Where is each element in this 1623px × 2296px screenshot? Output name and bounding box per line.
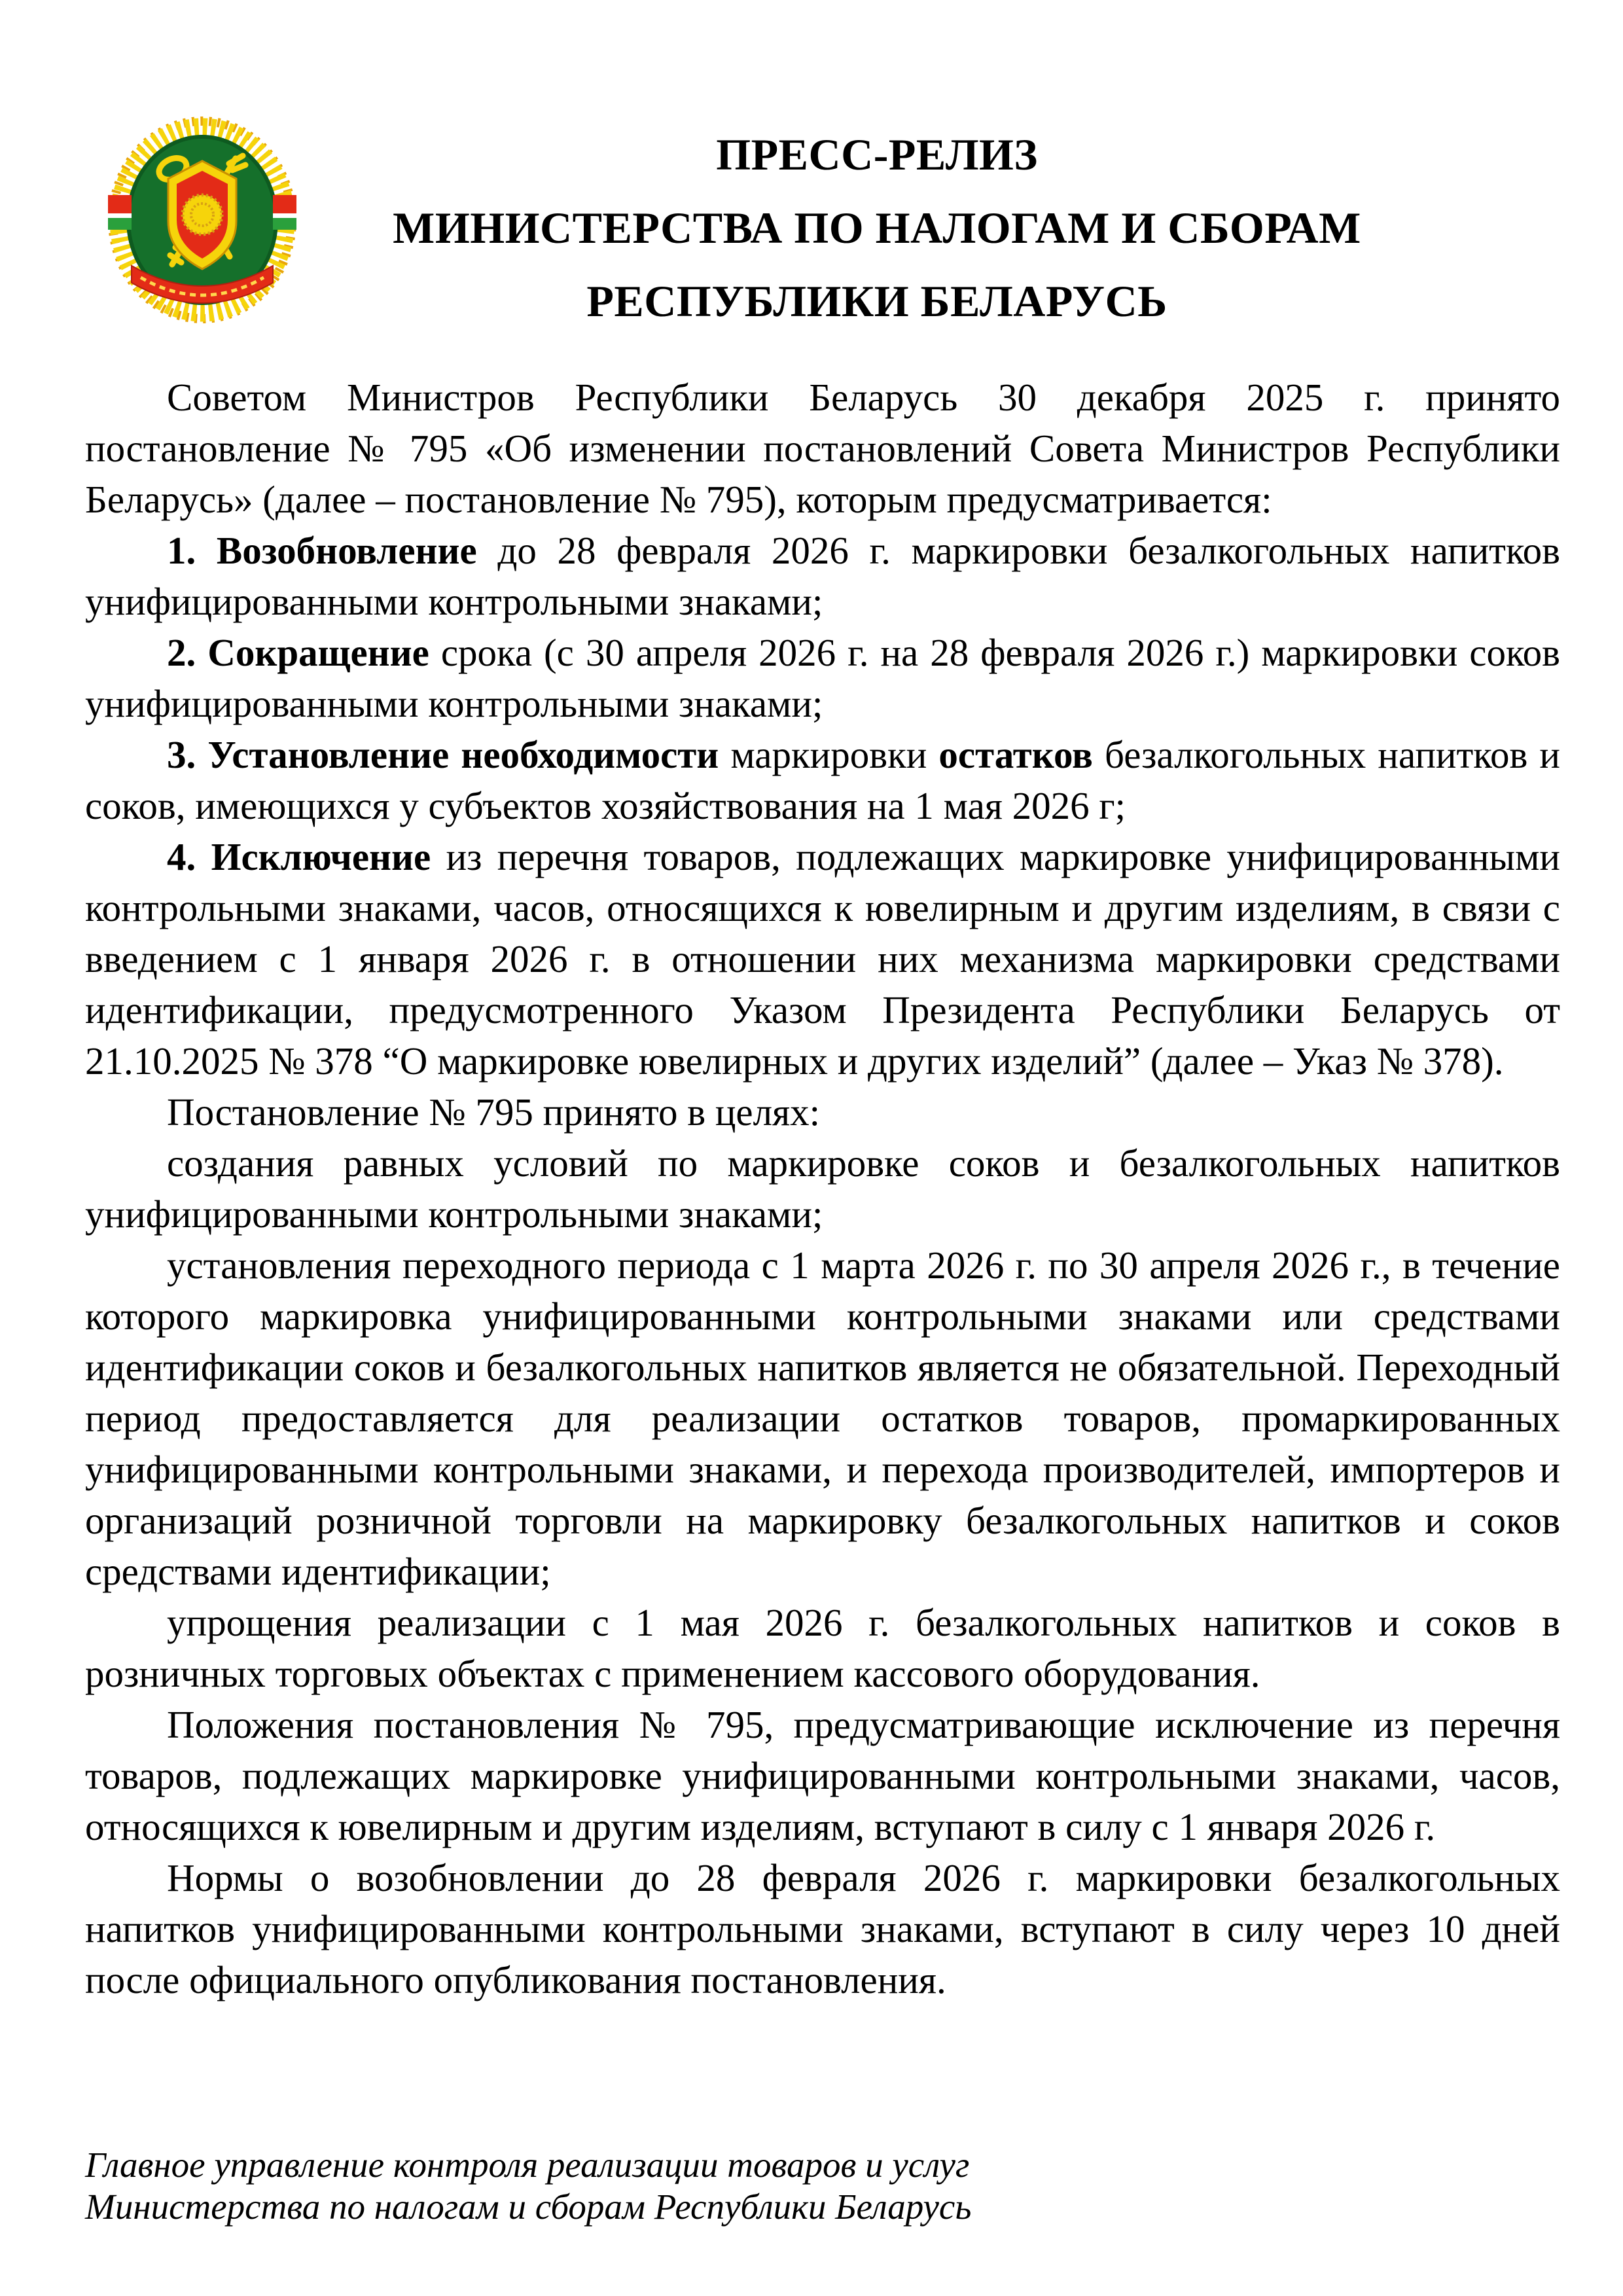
paragraph-run: маркировки xyxy=(719,733,939,776)
signature-line-2: Министерства по налогам и сборам Республики Беларусь xyxy=(85,2187,972,2227)
signature-line-1: Главное управление контроля реализации товаров и услуг xyxy=(85,2145,970,2185)
paragraph-purpose-3 xyxy=(85,1597,1560,1699)
paragraph-item-4 xyxy=(85,831,1560,1086)
document-body xyxy=(85,372,1560,2005)
paragraph-run: Постановление № 795 принято в целях: xyxy=(167,1090,821,1134)
document-title xyxy=(190,118,1564,338)
paragraph-run: срока (с 30 апреля 2026 г. на 28 февраля 2026 г.) маркировки соков унифицированными контрольными знаками; xyxy=(85,631,1560,725)
paragraph-item-3 xyxy=(85,729,1560,831)
paragraph-item-2 xyxy=(85,627,1560,729)
paragraph-intro xyxy=(85,372,1560,525)
paragraph-item-1 xyxy=(85,525,1560,627)
paragraph-run-bold: 3. Установление необходимости xyxy=(167,733,719,776)
paragraph-run-bold: 4. Исключение xyxy=(167,835,431,878)
paragraph-purpose-lead xyxy=(85,1086,1560,1138)
signature-block xyxy=(85,2144,1560,2228)
paragraph-entry-into-force-1 xyxy=(85,1699,1560,1852)
paragraph-run: Нормы о возобновлении до 28 февраля 2026 г. маркировки безалкогольных напитков унифицированными контрольными знаками, вступают в силу через 10 дней после официального опубликования постановления. xyxy=(85,1856,1560,2001)
paragraph-run: упрощения реализации с 1 мая 2026 г. безалкогольных напитков и соков в розничных торговых объектах с применением кассового оборудования. xyxy=(85,1601,1560,1695)
title-line-1: ПРЕСС-РЕЛИЗ xyxy=(716,130,1038,179)
paragraph-entry-into-force-2 xyxy=(85,1852,1560,2005)
document-header xyxy=(0,0,1623,338)
paragraph-run: безалкогольных напитков и соков, имеющихся у субъектов хозяйствования на 1 мая 2026 г; xyxy=(85,733,1560,827)
paragraph-run: установления переходного периода с 1 марта 2026 г. по 30 апреля 2026 г., в течение которого маркировка унифицированными контрольными знаками или средствами идентификации соков и безалкогольных напитков является не обязательной. Переходный период предоставляется для реализации остатков товаров, промаркированных унифицированными контрольными знаками, и перехода производителей, импортеров и организаций розничной торговли на маркировку безалкогольных напитков и соков средствами идентификации; xyxy=(85,1244,1560,1593)
paragraph-run-bold: 1. Возобновление xyxy=(167,529,477,572)
paragraph-run: создания равных условий по маркировке соков и безалкогольных напитков унифицированными контрольными знаками; xyxy=(85,1141,1560,1236)
paragraph-purpose-2 xyxy=(85,1240,1560,1597)
title-line-2: МИНИСТЕРСТВА ПО НАЛОГАМ И СБОРАМ xyxy=(393,203,1361,253)
paragraph-purpose-1 xyxy=(85,1138,1560,1240)
paragraph-run-bold: остатков xyxy=(938,733,1093,776)
title-line-3: РЕСПУБЛИКИ БЕЛАРУСЬ xyxy=(586,276,1168,326)
ministry-emblem-icon xyxy=(107,117,298,326)
paragraph-run-bold: 2. Сокращение xyxy=(167,631,429,674)
paragraph-run: из перечня товаров, подлежащих маркировке унифицированными контрольными знаками, часов, относящихся к ювелирным и другим изделиям, в связи с введением с 1 января 2026 г. в отношении них механизма маркировки средствами идентификации, предусмотренного Указом Президента Республики Беларусь от 21.10.2025 № 378 “О маркировке ювелирных и других изделий” (далее – Указ № 378). xyxy=(85,835,1560,1083)
paragraph-run: до 28 февраля 2026 г. маркировки безалкогольных напитков унифицированными контрольными знаками; xyxy=(85,529,1560,623)
paragraph-run: Положения постановления № 795, предусматривающие исключение из перечня товаров, подлежащих маркировке унифицированными контрольными знаками, часов, относящихся к ювелирным и другим изделиям, вступают в силу с 1 января 2026 г. xyxy=(85,1703,1560,1848)
paragraph-run: Советом Министров Республики Беларусь 30 декабря 2025 г. принято постановление № 795 «Об изменении постановлений Совета Министров Республики Беларусь» (далее – постановление № 795), которым предусматривается: xyxy=(85,376,1560,521)
